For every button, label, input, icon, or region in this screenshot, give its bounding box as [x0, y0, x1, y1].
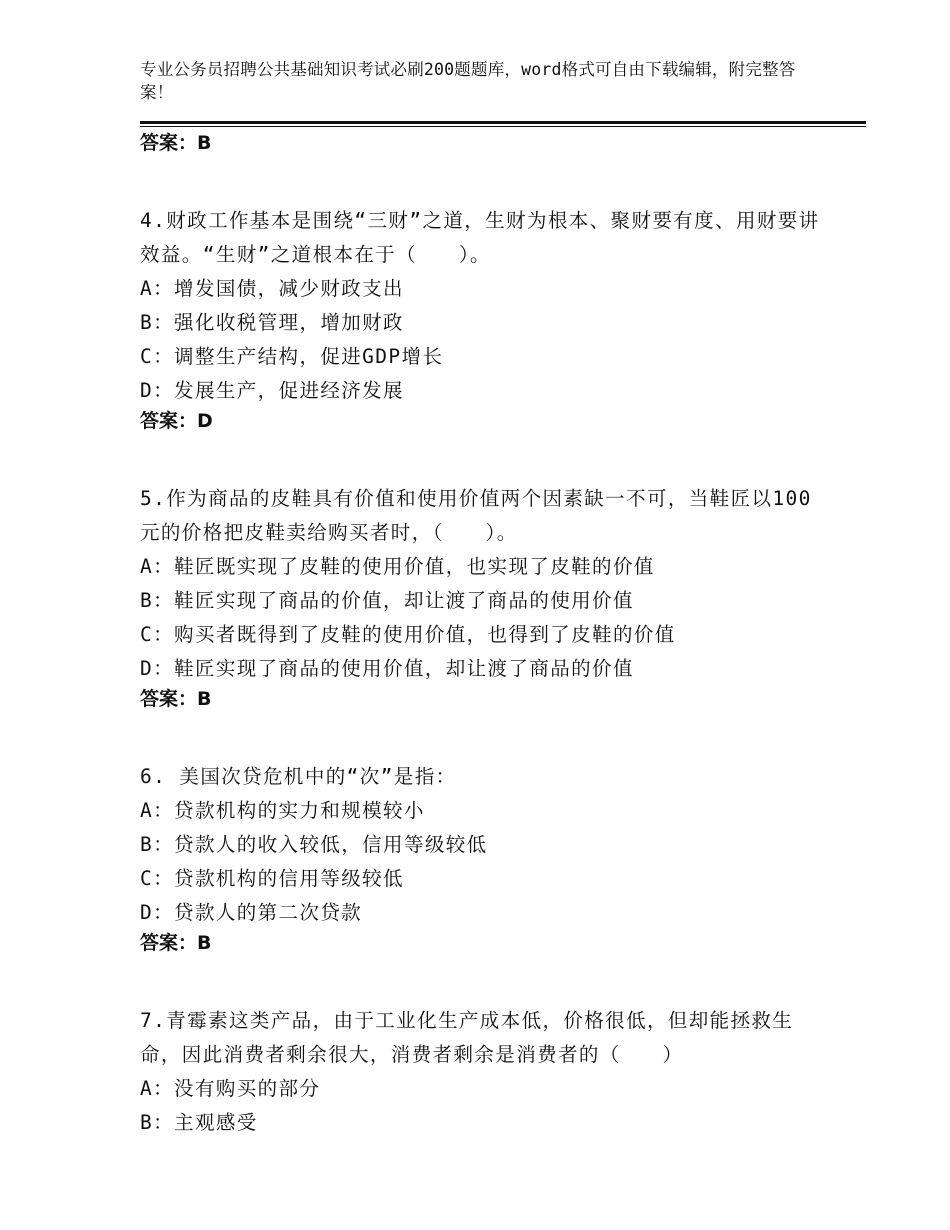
question-4 [140, 204, 830, 434]
option-b: B：主观感受 [140, 1111, 258, 1134]
question-stem: 6. 美国次贷危机中的“次”是指： [140, 765, 457, 788]
option-b: B：贷款人的收入较低，信用等级较低 [140, 833, 488, 856]
header-rule-thick [140, 121, 866, 124]
option-d: D：发展生产，促进经济发展 [140, 379, 404, 402]
answer-prev: 答案：B [140, 132, 212, 154]
question-6 [140, 760, 830, 956]
option-c: C：调整生产结构，促进GDP增长 [140, 345, 444, 368]
option-a: A：没有购买的部分 [140, 1077, 321, 1100]
option-b: B：鞋匠实现了商品的价值，却让渡了商品的使用价值 [140, 589, 634, 612]
question-7 [140, 1004, 830, 1140]
option-c: C：购买者既得到了皮鞋的使用价值，也得到了皮鞋的价值 [140, 623, 676, 646]
page-header: 专业公务员招聘公共基础知识考试必刷200题题库，word格式可自由下载编辑，附完整答案！ [140, 60, 796, 102]
option-b: B：强化收税管理，增加财政 [140, 311, 404, 334]
header-rule-thin [140, 126, 866, 127]
option-a: A：贷款机构的实力和规模较小 [140, 799, 425, 822]
question-stem: 7.青霉素这类产品，由于工业化生产成本低，价格很低，但却能拯救生命，因此消费者剩余很大，消费者剩余是消费者的（ ） [140, 1009, 794, 1066]
answer: 答案：D [140, 410, 213, 432]
option-d: D：贷款人的第二次贷款 [140, 901, 363, 924]
question-content [140, 130, 830, 1140]
answer: 答案：B [140, 932, 212, 954]
answer: 答案：B [140, 688, 212, 710]
question-stem: 5.作为商品的皮鞋具有价值和使用价值两个因素缺一不可，当鞋匠以100元的价格把皮鞋卖给购买者时，（ ）。 [140, 487, 812, 544]
option-a: A：增发国债，减少财政支出 [140, 277, 404, 300]
question-stem: 4.财政工作基本是围绕“三财”之道，生财为根本、聚财要有度、用财要讲效益。“生财”之道根本在于（ ）。 [140, 209, 820, 266]
option-a: A：鞋匠既实现了皮鞋的使用价值，也实现了皮鞋的价值 [140, 555, 655, 578]
option-d: D：鞋匠实现了商品的使用价值，却让渡了商品的价值 [140, 657, 634, 680]
option-c: C：贷款机构的信用等级较低 [140, 867, 404, 890]
question-5 [140, 482, 830, 712]
